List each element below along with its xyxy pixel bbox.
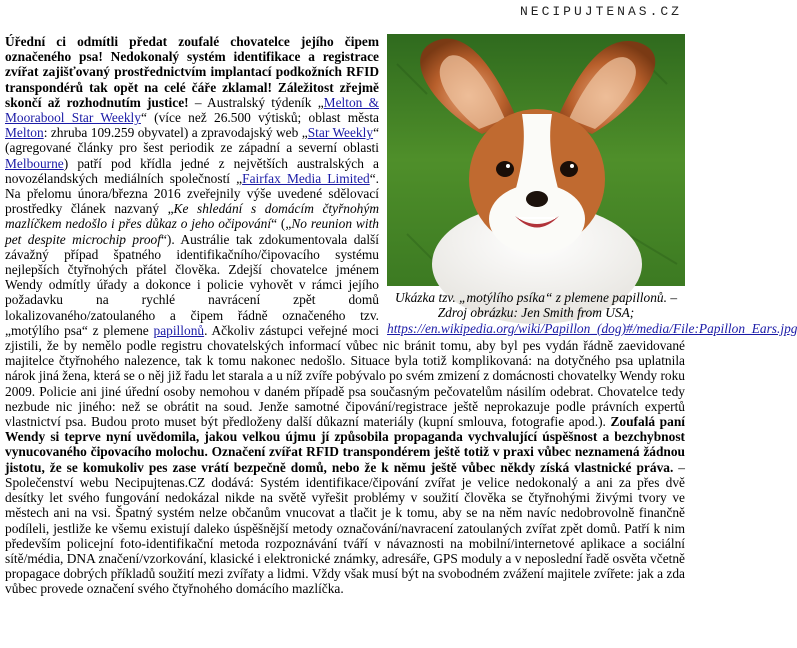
link-melton[interactable]: Melton <box>5 125 44 141</box>
caption-source-link[interactable]: https://en.wikipedia.org/wiki/Papillon_(dog)#/media/File:Papillon_Ears.jpg <box>387 320 797 336</box>
figure-caption <box>387 290 797 336</box>
text-run: – Společenství webu Necipujtenas.CZ dodává: Systém identifikace/čipování zvířat je velice nedokonalý a ani za přes dvě desítky let svého fungování nedokázal nikde na světě vyřešit problémy v soužití člověka se čtyřnohými živými tvory ve městech ani na vsi. Špatný systém nelze občanům vnucovat a tlačit je k tomu, aby se na něm navíc nedobrovolně finančně podíleli, jestliže ke všemu existují daleko úspěšnější metody označování/navracení zatoulaných zvířat zpět domů. Patří k nim především policejní foto-identifikační metoda rozpoznávání tváří v návaznosti na mobilní/internetové aplikace a sociální sítě/média, DNA značení/vzorkování, klasické i elektronické známky, adresáře, GPS moduly a v neposlední řadě osvěta včetně propagace dobrých příkladů soužití mezi zvířaty a lidmi. Vždy však musí být na svobodném zvážení majitele zvířete: jak a zda vůbec provede označení svého čtyřnohého domácího mazlíčka. <box>5 459 686 597</box>
bold-statement: Zoufalá paní Wendy si teprve nyní uvědomila, jakou velkou újmu jí způsobila propaganda vychvalující úspěšnost a bezchybnost vynucovaného čipovacího molochu. Označení zvířat RFID transpondérem ještě totiž v praxi vůbec neznamená žádnou jistotu, že se komukoliv pes zase vrátí bezpečně domů, nebo že k němu ještě vůbec někdy získá vlastnické práva. <box>5 414 685 475</box>
article <box>5 34 797 597</box>
link-fairfax[interactable]: Fairfax Media Limited <box>242 170 370 186</box>
caption-line-1: Ukázka tzv. „motýlího psíka“ z plemene papillonů. – <box>394 290 678 305</box>
link-star-weekly[interactable]: Star Weekly <box>307 125 374 141</box>
link-papillon[interactable]: papillonů <box>153 322 205 338</box>
article-title-en: No reunion with pet despite microchip proof <box>5 216 379 247</box>
link-melton-weekly[interactable]: Melton & Moorabool Star Weekly <box>5 94 380 126</box>
lead-bold: Úřední ci odmítli předat zoufalé chovatelce jejího čipem označeného psa! Nedokonalý systém identifikace a registrace zvířat zajišťovaný prostřednictvím implantací podkožních RFID transpondérů tak opět na celé čáře zklamal! Záležitost zřejmě skončí až rozhodnutím justice! <box>5 34 379 110</box>
text-run: “ („ <box>271 216 292 232</box>
article-title-cz: Ke shledání s domácím čtyřnohým mazlíčkem nedošlo i přes důkaz o jeho očipování <box>5 201 379 232</box>
text-run: “ (více než 26.500 výtisků; oblast města <box>140 110 380 126</box>
text-run: “. Na přelomu února/března 2016 zveřejnily výše uvedené sdělovací prostředky článek nazvaný „ <box>5 170 380 217</box>
papillon-dog-photo <box>387 34 685 286</box>
text-run: – Australský týdeník „ <box>188 94 324 110</box>
text-run: “). Austrálie tak zdokumentovala další závažný případ špatného identifikačního/čipovacího systému nejlepších čtyřnohých přátel člověka. Zdejší chovatelce jménem Wendy odmítly úřady a dokonce i policie vyhovět v rámci jejího požadavku na rychlé navrácení zpět domů lokalizovaného/zatoulaného a čipem řádně označeného tzv. „motýlího psa“ z plemene <box>5 231 379 338</box>
link-melbourne[interactable]: Melbourne <box>5 155 64 171</box>
text-run: . Ačkoliv zástupci veřejné moci zjistili, že by nemělo podle registru chovatelských informací vůbec nic bránit tomu, aby byl pes vydán řádně zaevidované majitelce čtyřnohého nalezence, tak k tomu nakonec nedošlo. Situace byla totiž komplikovaná: na dotyčného psa uplatnila nárok jiná žena, která se o něj již řadu let starala a u níž zvíře pobývalo po svém zmizení z domácnosti chovatelky Wendy roku 2009. Policie ani jiné úřední osoby nemohou v daném případě psa současným pečovatelům násilím odebrat. Chovatelce tedy nezbude nic jiného: než se obrátit na soud. Jenže samotné čipování/registrace ještě neprokazuje podle právních expertů vlastnictví psa. Budou proto muset být předloženy další důkazní materiály (kupní smlouva, fotografie apod.). <box>5 322 685 430</box>
text-run: ) patří pod křídla jedné z největších australských a novozélandských mediálních společností „ <box>5 155 379 186</box>
text-run: : zhruba 109.259 obyvatel) a zpravodajský web „ <box>43 125 308 141</box>
figure <box>387 34 797 336</box>
text-run: “ (agregované články pro šest periodik ze západní a severní oblasti <box>5 125 380 156</box>
caption-line-2: Zdroj obrázku: Jen Smith from USA; <box>437 305 635 321</box>
site-logo[interactable]: NECIPUJTENAS.CZ <box>519 4 682 19</box>
